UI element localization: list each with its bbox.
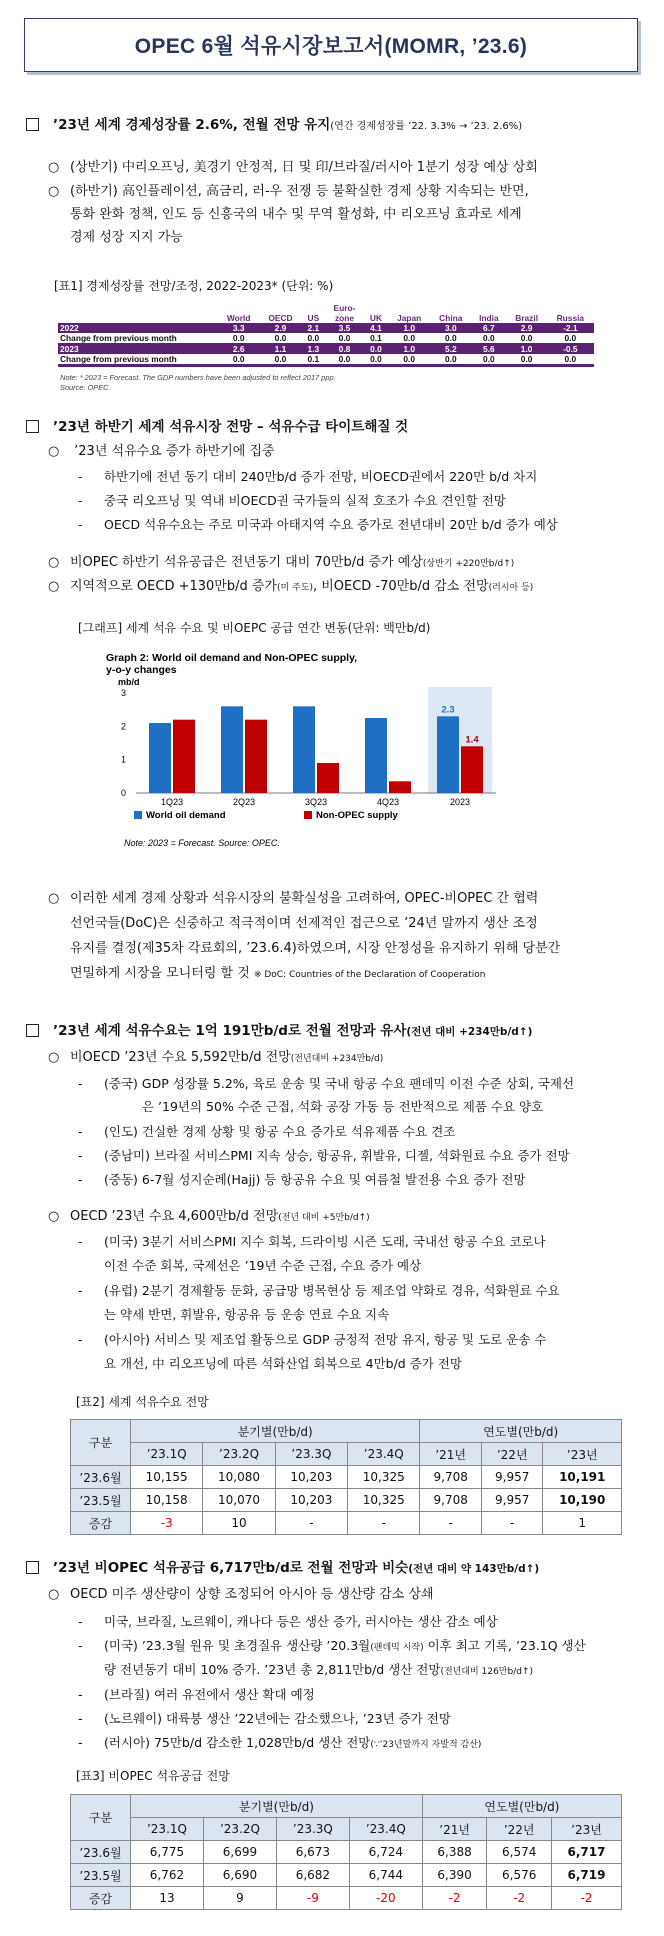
- bar-demand: [149, 723, 171, 793]
- section-2-heading: ’23년 하반기 세계 석유시장 전망 – 석유수급 타이트해질 것: [26, 415, 408, 435]
- table-header-cell: US: [307, 313, 320, 323]
- bullet-item: ○ (상반기) 中리오프닝, 美경기 안정적, 日 및 印/브라질/러시아 1분기 성장 예상 상회: [48, 156, 538, 179]
- table-cell: 1.0: [507, 344, 547, 355]
- table-row: [58, 354, 594, 366]
- table-cell: 0.0: [388, 354, 430, 366]
- table-cell: -2: [487, 1887, 552, 1910]
- table-cell: 5.6: [471, 344, 506, 355]
- table-header-cell: ’23.4Q: [348, 1443, 420, 1466]
- table-cell: 1.1: [259, 344, 301, 355]
- table-cell: 10,203: [275, 1466, 347, 1489]
- checkbox-square-icon: [26, 420, 39, 433]
- dash-item: - (아시아) 서비스 및 제조업 활동으로 GDP 긍정적 전망 유지, 항공 및 도로 운송 수: [78, 1332, 547, 1347]
- table-cell: 0.8: [325, 344, 364, 355]
- x-tick-label: 3Q23: [304, 797, 328, 807]
- bar-supply: [389, 781, 411, 793]
- x-tick-label: 1Q23: [160, 797, 184, 807]
- table-header-row: [71, 1818, 622, 1841]
- table-header-row: [71, 1795, 622, 1818]
- dash-item: - 미국, 브라질, 노르웨이, 캐나다 등은 생산 증가, 러시아는 생산 감소 예상: [78, 1614, 498, 1629]
- table-cell: -3: [131, 1512, 203, 1535]
- table-cell: 0.0: [218, 354, 259, 366]
- bullet-item: ○ OECD ’23년 수요 4,600만b/d 전망(전년 대비 +5만b/d↑): [48, 1205, 370, 1230]
- checkbox-square-icon: [26, 1024, 39, 1037]
- table-cell: 0.0: [259, 354, 301, 366]
- table-header-cell: ’23.3Q: [275, 1443, 347, 1466]
- table-cell: 3.3: [218, 323, 259, 333]
- checkbox-square-icon: [26, 118, 39, 131]
- table-3-caption: [표3] 비OPEC 석유공급 전망: [76, 1769, 230, 1783]
- dash-item: - (미국) 3분기 서비스PMI 지수 회복, 드라이빙 시즌 도래, 국내선 항공 수요 코로나: [78, 1234, 546, 1249]
- table-row-label: Change from previous month: [58, 333, 218, 344]
- table-cell: 1.3: [302, 344, 325, 355]
- table-cell: 0.0: [259, 333, 301, 344]
- dash-item: - (유럽) 2분기 경제활동 둔화, 공급망 병목현상 등 제조업 약화로 경유, 석화원료 수요: [78, 1283, 560, 1298]
- table-row: [58, 323, 594, 333]
- table-cell: 3.5: [325, 323, 364, 333]
- table-header-cell: [58, 303, 218, 323]
- dash-item: - (브라질) 여러 유전에서 생산 확대 예정: [78, 1687, 315, 1702]
- table-cell: -2: [422, 1887, 487, 1910]
- table-cell: 10: [203, 1512, 275, 1535]
- dash-continuation: 은 ’19년의 50% 수준 근접, 석화 공장 가동 등 전반적으로 제품 수요 양호: [142, 1099, 544, 1114]
- table-cell: -: [481, 1512, 543, 1535]
- y-tick-label: 2: [120, 721, 126, 732]
- circle-bullet-icon: ○: [48, 1050, 60, 1065]
- table-row: [71, 1489, 622, 1512]
- circle-bullet-icon: ○: [48, 1587, 60, 1602]
- table-header-cell: ’23년: [543, 1443, 622, 1466]
- table-header-row: [71, 1443, 622, 1466]
- table-header-row: [58, 303, 594, 323]
- table-header-cell: ’23.2Q: [203, 1443, 275, 1466]
- table-1-note: Note: * 2023 = Forecast. The GDP numbers have been adjusted to reflect 2017 ppp. Source: OPEC.: [60, 373, 336, 392]
- table-cell: 6,673: [276, 1841, 349, 1864]
- table-cell: 9,708: [420, 1466, 482, 1489]
- table-cell: -2.1: [547, 323, 594, 333]
- graph-caption: [그래프] 세계 석유 수요 및 비OEPC 공급 연간 변동(단위: 백만b/d): [78, 621, 431, 635]
- bullet-continuation: 유지를 결정(제35차 각료회의, ’23.6.4)하였으며, 시장 안정성을 유지하기 위해 당분간: [70, 941, 561, 956]
- table-cell: -9: [276, 1887, 349, 1910]
- table-cell: 6,576: [487, 1864, 552, 1887]
- table-row-label: ’23.5월: [71, 1864, 131, 1887]
- section-1-heading: ’23년 세계 경제성장률 2.6%, 전월 전망 유지(연간 경제성장률 ’22. 3.3% → ’23. 2.6%): [26, 113, 522, 133]
- table-row: [71, 1864, 622, 1887]
- table-cell: 6,719: [551, 1864, 621, 1887]
- table-header-cell: ’23.3Q: [276, 1818, 349, 1841]
- table-cell: -: [348, 1512, 420, 1535]
- table-header-cell: China: [439, 313, 463, 323]
- table-cell: 0.0: [547, 354, 594, 366]
- table-header-cell: ’21년: [420, 1443, 482, 1466]
- table-cell: 2.1: [302, 323, 325, 333]
- data-label: 1.4: [465, 734, 479, 746]
- table-cell: -20: [349, 1887, 422, 1910]
- bullet-item: ○ OECD 미주 생산량이 상향 조정되어 아시아 등 생산량 감소 상쇄: [48, 1583, 434, 1606]
- section-4-heading: ’23년 비OPEC 석유공급 6,717만b/d로 전월 전망과 비슷(전년 대비 약 143만b/d↑): [26, 1556, 539, 1576]
- dash-item: - (중국) GDP 성장률 5.2%, 육로 운송 및 국내 항공 수요 팬데믹 이전 수준 상회, 국제선: [78, 1076, 575, 1091]
- table-header-cell: ’23.2Q: [203, 1818, 276, 1841]
- table-cell: 6,690: [203, 1864, 276, 1887]
- table-cell: 10,190: [543, 1489, 622, 1512]
- chart-y-unit: mb/d: [118, 677, 140, 687]
- table-corner-cell: 구분: [71, 1420, 131, 1466]
- table-cell: 2.9: [259, 323, 301, 333]
- table-cell: 0.0: [302, 333, 325, 344]
- table-header-cell: ’23년: [551, 1818, 621, 1841]
- table-row-label: 2023: [58, 344, 218, 355]
- table-row: [58, 333, 594, 344]
- table-cell: 5.2: [430, 344, 471, 355]
- table-2-caption: [표2] 세계 석유수요 전망: [76, 1395, 209, 1409]
- table-cell: 0.0: [471, 354, 506, 366]
- table-header-cell: ’22년: [487, 1818, 552, 1841]
- table-row: [71, 1466, 622, 1489]
- legend-label: Non-OPEC supply: [316, 810, 398, 821]
- circle-bullet-icon: ○: [48, 579, 60, 594]
- table-cell: 9,957: [481, 1489, 543, 1512]
- table-cell: 2.9: [507, 323, 547, 333]
- report-title-box: [24, 18, 638, 72]
- dash-continuation: 는 약세 반면, 휘발유, 항공유 등 운송 연료 수요 지속: [104, 1307, 390, 1322]
- table-cell: 0.0: [507, 354, 547, 366]
- table-row-label: 증감: [71, 1512, 131, 1535]
- table-cell: 6,574: [487, 1841, 552, 1864]
- table-cell: 0.0: [430, 333, 471, 344]
- table-cell: 1.0: [388, 323, 430, 333]
- table-cell: 0.0: [218, 333, 259, 344]
- circle-bullet-icon: ○: [48, 555, 60, 570]
- table-cell: 6.7: [471, 323, 506, 333]
- oil-demand-supply-chart: [104, 648, 512, 858]
- x-tick-label: 2Q23: [232, 797, 256, 807]
- table-cell: 10,191: [543, 1466, 622, 1489]
- table-cell: 6,762: [131, 1864, 204, 1887]
- y-tick-label: 1: [120, 754, 126, 765]
- table-cell: 4.1: [364, 323, 388, 333]
- chart-plot-area: [121, 687, 496, 807]
- bullet-continuation: 경제 성장 지지 가능: [70, 230, 183, 245]
- data-label: 2.3: [441, 704, 455, 716]
- table-cell: 0.0: [325, 333, 364, 344]
- circle-bullet-icon: ○: [48, 1209, 60, 1224]
- table-cell: 3.0: [430, 323, 471, 333]
- bar-demand: [437, 716, 459, 793]
- circle-bullet-icon: ○: [48, 444, 60, 459]
- report-title: OPEC 6월 석유시장보고서(MOMR, ’23.6): [134, 35, 528, 58]
- non-opec-supply-table: [70, 1794, 622, 1910]
- table-row: [58, 344, 594, 355]
- table-cell: -: [420, 1512, 482, 1535]
- table-header-cell: ’23.4Q: [349, 1818, 422, 1841]
- table-header-row: [71, 1420, 622, 1443]
- y-tick-label: 0: [120, 788, 126, 798]
- table-cell: 10,203: [275, 1489, 347, 1512]
- table-header-cell: World: [226, 313, 251, 323]
- bar-supply: [173, 720, 195, 793]
- x-tick-label: 2023: [449, 797, 471, 807]
- dash-item: - (노르웨이) 대륙붕 생산 ’22년에는 감소했으나, ’23년 증가 전망: [78, 1711, 451, 1726]
- bullet-item: ○ ’23년 석유수요 증가 하반기에 집중: [48, 440, 275, 463]
- table-cell: 0.1: [302, 354, 325, 366]
- table-row: [71, 1841, 622, 1864]
- table-cell: 6,775: [131, 1841, 204, 1864]
- table-cell: 0.0: [471, 333, 506, 344]
- table-header-cell: Japan: [397, 313, 422, 323]
- table-header-cell: ’22년: [481, 1443, 543, 1466]
- table-cell: 10,070: [203, 1489, 275, 1512]
- bar-supply: [317, 763, 339, 793]
- table-cell: 0.0: [325, 354, 364, 366]
- bullet-item: ○ (하반기) 高인플레이션, 高금리, 러-우 전쟁 등 불확실한 경제 상황 지속되는 반면,: [48, 180, 529, 203]
- bullet-continuation: 면밀하게 시장을 모니터링 할 것 ※ DoC: Countries of the Declaration of Cooperation: [70, 966, 486, 981]
- dash-continuation: 요 개선, 中 리오프닝에 따른 석화산업 회복으로 4만b/d 증가 전망: [104, 1356, 462, 1371]
- table-cell: 6,388: [422, 1841, 487, 1864]
- table-cell: 6,699: [203, 1841, 276, 1864]
- table-cell: 6,744: [349, 1864, 422, 1887]
- bullet-continuation: 선언국들(DoC)은 신중하고 적극적이며 선제적인 접근으로 ’24년 말까지 생산 조정: [70, 916, 538, 931]
- dash-item: - (러시아) 75만b/d 감소한 1,028만b/d 생산 전망(∵’23년말까지 자발적 감산): [78, 1735, 482, 1750]
- table-cell: 6,390: [422, 1864, 487, 1887]
- year-group-header: 연도별(만b/d): [420, 1420, 622, 1443]
- growth-forecast-table: [58, 303, 594, 367]
- table-row: [71, 1512, 622, 1535]
- table-row-label: ’23.6월: [71, 1466, 131, 1489]
- table-cell: 9,708: [420, 1489, 482, 1512]
- table-cell: 0.0: [364, 344, 388, 355]
- quarter-group-header: 분기별(만b/d): [131, 1420, 420, 1443]
- table-header-cell: ’23.1Q: [131, 1443, 203, 1466]
- dash-item: - (중남미) 브라질 서비스PMI 지속 상승, 항공유, 휘발유, 디젤, 석화원료 수요 증가 전망: [78, 1148, 570, 1163]
- chart-title-line-1: Graph 2: World oil demand and Non-OPEC supply,: [106, 652, 358, 664]
- table-cell: 10,155: [131, 1466, 203, 1489]
- table-cell: 10,080: [203, 1466, 275, 1489]
- table-cell: 10,158: [131, 1489, 203, 1512]
- circle-bullet-icon: ○: [48, 160, 60, 175]
- dash-item: - (중동) 6-7월 성지순례(Hajj) 등 항공유 수요 및 여름철 발전용 수요 증가 전망: [78, 1172, 526, 1187]
- dash-item: - OECD 석유수요는 주로 미국과 아태지역 수요 증가로 전년대비 20만 b/d 증가 예상: [78, 517, 558, 532]
- bar-demand: [293, 706, 315, 793]
- table-header-cell: Euro- zone: [333, 303, 356, 323]
- chart-legend: [134, 810, 399, 821]
- checkbox-square-icon: [26, 1561, 39, 1574]
- table-row-label: 증감: [71, 1887, 131, 1910]
- bar-supply: [461, 746, 483, 793]
- table-header-cell: Brazil: [515, 313, 539, 323]
- quarter-group-header: 분기별(만b/d): [131, 1795, 423, 1818]
- table-cell: 6,724: [349, 1841, 422, 1864]
- table-row-label: 2022: [58, 323, 218, 333]
- table-header-cell: Russia: [556, 313, 585, 323]
- table-corner-cell: 구분: [71, 1795, 131, 1841]
- table-cell: 0.0: [547, 333, 594, 344]
- bar-demand: [365, 718, 387, 793]
- bar-supply: [245, 720, 267, 793]
- bullet-item: ○ 지역적으로 OECD +130만b/d 증가(미 주도), 비OECD -70만b/d 감소 전망(러시아 등): [48, 575, 533, 600]
- table-cell: 10,325: [348, 1489, 420, 1512]
- bullet-continuation: 통화 완화 정책, 인도 등 신흥국의 내수 및 무역 활성화, 中 리오프닝 효과로 세계: [70, 207, 522, 222]
- table-header-cell: UK: [369, 313, 383, 323]
- bar-demand: [221, 706, 243, 793]
- legend-swatch: [134, 811, 142, 819]
- table-header-cell: ’23.1Q: [131, 1818, 204, 1841]
- table-header-cell: India: [479, 313, 499, 323]
- table-1-caption: [표1] 경제성장률 전망/조정, 2022-2023* (단위: %): [54, 279, 334, 293]
- dash-item: - 중국 리오프닝 및 역내 비OECD권 국가들의 실적 호조가 수요 견인할 전망: [78, 493, 506, 508]
- dash-item: - (인도) 건실한 경제 상황 및 항공 수요 증가로 석유제품 수요 견조: [78, 1124, 456, 1139]
- bullet-item: ○ 이러한 세계 경제 상황과 석유시장의 불확실성을 고려하여, OPEC-비OPEC 간 협력: [48, 886, 538, 911]
- table-cell: -2: [551, 1887, 621, 1910]
- table-row-label: Change from previous month: [58, 354, 218, 366]
- table-cell: 9,957: [481, 1466, 543, 1489]
- table-cell: 6,717: [551, 1841, 621, 1864]
- table-cell: -0.5: [547, 344, 594, 355]
- table-header-cell: ’21년: [422, 1818, 487, 1841]
- table-cell: -: [275, 1512, 347, 1535]
- table-cell: 1: [543, 1512, 622, 1535]
- dash-continuation: 이전 수준 회복, 국제선은 ’19년 수준 근접, 수요 증가 예상: [104, 1258, 422, 1273]
- bullet-item: ○ 비OECD ’23년 수요 5,592만b/d 전망(전년대비 +234만b/d): [48, 1046, 383, 1071]
- chart-svg: [104, 648, 512, 858]
- table-cell: 2.6: [218, 344, 259, 355]
- table-cell: 0.1: [364, 333, 388, 344]
- table-cell: 13: [131, 1887, 204, 1910]
- table-row-label: ’23.5월: [71, 1489, 131, 1512]
- table-cell: 10,325: [348, 1466, 420, 1489]
- x-tick-label: 4Q23: [376, 797, 400, 807]
- legend-swatch: [304, 811, 312, 819]
- table-row: [71, 1887, 622, 1910]
- table-cell: 0.0: [507, 333, 547, 344]
- table-row-label: ’23.6월: [71, 1841, 131, 1864]
- year-group-header: 연도별(만b/d): [422, 1795, 621, 1818]
- table-cell: 0.0: [364, 354, 388, 366]
- y-tick-label: 3: [120, 688, 126, 698]
- table-cell: 6,682: [276, 1864, 349, 1887]
- table-cell: 0.0: [388, 333, 430, 344]
- legend-label: World oil demand: [146, 810, 226, 821]
- dash-continuation: 량 전년동기 대비 10% 증가. ’23년 총 2,811만b/d 생산 전망(전년대비 126만b/d↑): [104, 1662, 533, 1677]
- oil-demand-table: [70, 1419, 622, 1535]
- chart-note: Note: 2023 = Forecast. Source: OPEC.: [124, 838, 280, 848]
- bullet-item: ○ 비OPEC 하반기 석유공급은 전년동기 대비 70만b/d 증가 예상(상반기 +220만b/d↑): [48, 551, 514, 576]
- dash-item: - (미국) ’23.3월 원유 및 초경질유 생산량 ’20.3월(팬데믹 시작) 이후 최고 기록, ’23.1Q 생산: [78, 1638, 586, 1653]
- table-header-cell: OECD: [268, 313, 293, 323]
- chart-title-line-2: y-o-y changes: [106, 664, 177, 676]
- table-cell: 9: [203, 1887, 276, 1910]
- circle-bullet-icon: ○: [48, 891, 60, 906]
- table-cell: 1.0: [388, 344, 430, 355]
- table-cell: 0.0: [430, 354, 471, 366]
- circle-bullet-icon: ○: [48, 184, 60, 199]
- dash-item: - 하반기에 전년 동기 대비 240만b/d 증가 전망, 비OECD권에서 220만 b/d 차지: [78, 469, 538, 484]
- section-3-heading: ’23년 세계 석유수요는 1억 191만b/d로 전월 전망과 유사(전년 대비 +234만b/d↑): [26, 1019, 532, 1039]
